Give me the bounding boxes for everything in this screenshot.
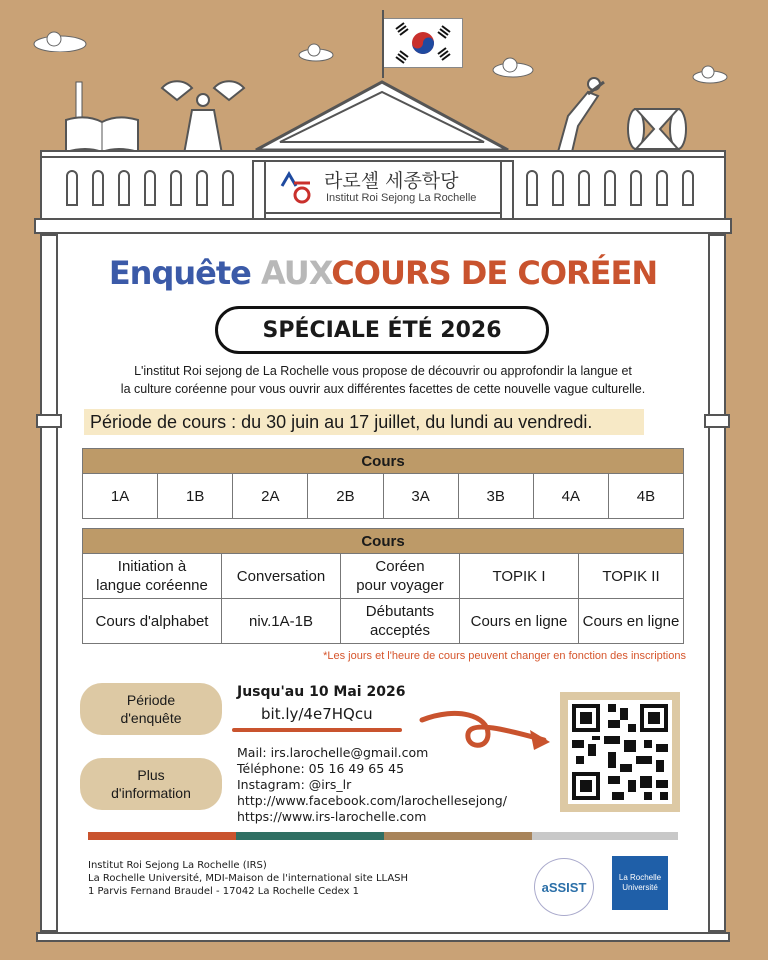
assist-logo: aSSIST: [534, 858, 594, 916]
contact-info: [237, 745, 507, 825]
survey-link[interactable]: bit.ly/4e7HQcu: [261, 705, 373, 723]
footer-line: La Rochelle Université, MDI-Maison de l'international site LLASH: [88, 873, 409, 884]
table-header: Cours: [83, 529, 684, 554]
contact-mail[interactable]: Mail: irs.larochelle@gmail.com: [237, 745, 429, 760]
footer-line: 1 Parvis Fernand Braudel - 17042 La Rochelle Cedex 1: [88, 886, 360, 897]
course-type-cell: Conversation: [222, 554, 341, 599]
color-stripe: [532, 832, 678, 840]
martial-artist-icon: [548, 76, 608, 159]
column-cap: [36, 414, 62, 428]
korean-flag-icon: [383, 18, 463, 68]
column-cap: [704, 414, 730, 428]
course-type-cell: TOPIK I: [460, 554, 579, 599]
course-detail-cell: Débutants acceptés: [341, 599, 460, 644]
course-type-cell: Coréen pour voyager: [341, 554, 460, 599]
roof-line: [40, 150, 726, 158]
course-type-cell: Initiation à langue coréenne: [83, 554, 222, 599]
contact-phone[interactable]: Téléphone: 05 16 49 65 45: [237, 761, 405, 776]
intro-line: la culture coréenne pour vous ouvrir aux différentes facettes de cette nouvelle vague culturelle.: [120, 382, 646, 396]
book-brush-icon: [62, 80, 142, 159]
level-cell: 2B: [308, 474, 383, 519]
course-period: Période de cours : du 30 juin au 17 juillet, du lundi au vendredi.: [84, 409, 644, 435]
table-header: Cours: [83, 449, 684, 474]
course-type-cell: TOPIK II: [579, 554, 684, 599]
survey-period-label: Période d'enquête: [80, 683, 222, 735]
la-rochelle-universite-logo: La Rochelle Université: [612, 856, 668, 910]
contact-facebook[interactable]: http://www.facebook.com/larochellesejong/: [237, 793, 507, 808]
color-stripe: [384, 832, 532, 840]
course-detail-cell: niv.1A-1B: [222, 599, 341, 644]
link-underline: [232, 728, 402, 732]
level-cell: 4B: [608, 474, 683, 519]
survey-deadline: Jusqu'au 10 Mai 2026: [237, 684, 406, 700]
fan-dancer-icon: [158, 78, 248, 161]
institute-name: Institut Roi Sejong La Rochelle: [326, 192, 477, 204]
flag-pole: [382, 10, 384, 78]
cloud-icon: [690, 64, 730, 89]
level-cell: 3B: [458, 474, 533, 519]
sejong-logo-icon: [278, 170, 312, 211]
subtitle: SPÉCIALE ÉTÉ 2026: [215, 306, 549, 354]
plaque-column-left: [252, 160, 266, 220]
page-title: [42, 254, 724, 292]
pediment: [250, 78, 514, 152]
level-cell: 1B: [158, 474, 233, 519]
more-info-label: Plus d'information: [80, 758, 222, 810]
levels-table: [82, 448, 684, 519]
course-detail-cell: Cours en ligne: [460, 599, 579, 644]
korean-name: 라로셸 세종학당: [324, 170, 459, 192]
footer-line: Institut Roi Sejong La Rochelle (IRS): [88, 860, 267, 871]
course-types-table: [82, 528, 684, 644]
level-cell: 1A: [83, 474, 158, 519]
column-left: [40, 234, 58, 932]
plaque-column-right: [500, 160, 514, 220]
title-part-3: COURS DE CORÉEN: [331, 254, 658, 292]
qr-code-icon[interactable]: [568, 700, 672, 804]
footer-address: [88, 859, 408, 898]
level-cell: 4A: [533, 474, 608, 519]
course-detail-cell: Cours d'alphabet: [83, 599, 222, 644]
title-part-2: AUX: [260, 254, 332, 292]
contact-instagram[interactable]: Instagram: @irs_lr: [237, 777, 352, 792]
contact-website[interactable]: https://www.irs-larochelle.com: [237, 809, 427, 824]
institute-plaque: [262, 160, 504, 214]
intro-line: L'institut Roi sejong de La Rochelle vous propose de découvrir ou approfondir la langue et: [134, 364, 632, 378]
column-right: [708, 234, 726, 932]
level-cell: 3A: [383, 474, 458, 519]
schedule-note: *Les jours et l'heure de cours peuvent changer en fonction des inscriptions: [323, 650, 686, 662]
building-base: [36, 932, 730, 942]
color-stripe: [236, 832, 384, 840]
level-cell: 2A: [233, 474, 308, 519]
cloud-icon: [296, 42, 336, 67]
course-detail-cell: Cours en ligne: [579, 599, 684, 644]
title-part-1: Enquête: [108, 254, 251, 292]
intro-text: [60, 362, 706, 398]
color-stripe: [88, 832, 236, 840]
cloud-icon: [30, 30, 90, 57]
